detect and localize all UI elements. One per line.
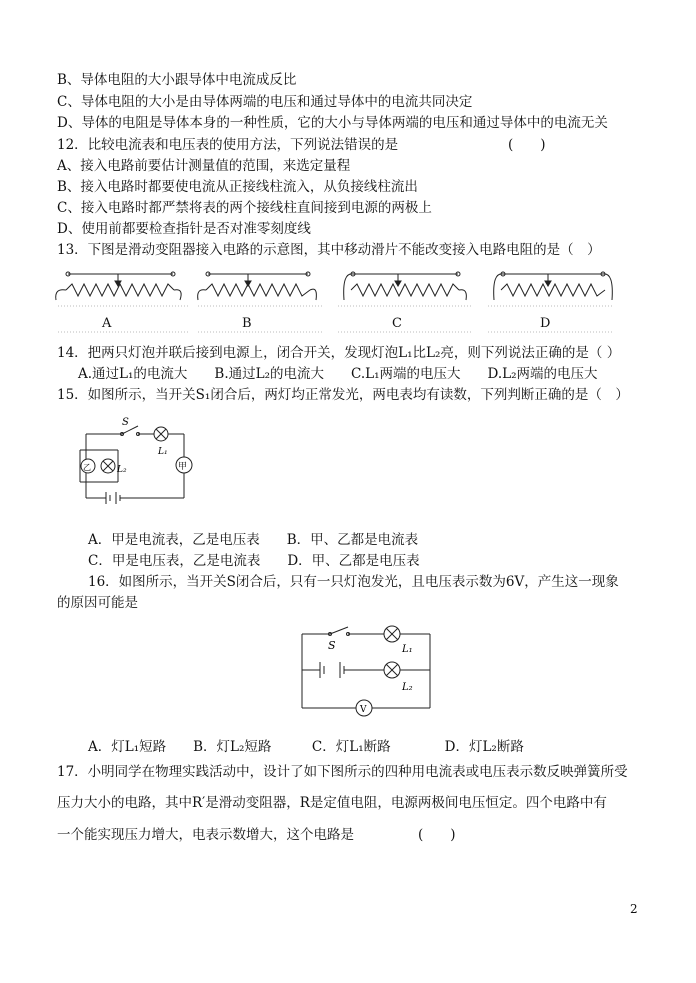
q15-options-ab: A．甲是电流表，乙是电压表 B．甲、乙都是电流表 — [88, 532, 419, 548]
question-13: 13．下图是滑动变阻器接入电路的示意图，其中移动滑片不能改变接入电路电阻的是（ ） — [57, 242, 601, 258]
option-label-b: B — [242, 316, 252, 331]
question-14: 14．把两只灯泡并联后接到电源上，闭合开关，发现灯泡L₁比L₂亮，则下列说法正确的是（ ） — [57, 345, 621, 361]
question-16-cont: 的原因可能是 — [57, 595, 138, 611]
q12-option-a: A、接入电路前要估计测量值的范围，来选定量程 — [57, 158, 351, 174]
option-label-c: C — [392, 316, 402, 331]
q15-options-cd: C．甲是电压表，乙是电流表 D．甲、乙都是电压表 — [88, 553, 420, 569]
q16-options: A．灯L₁短路 B．灯L₂短路 C．灯L₁断路 D．灯L₂断路 — [88, 739, 524, 755]
question-16: 16．如图所示，当开关S闭合后，只有一只灯泡发光，且电压表示数为6V，产生这一现象 — [88, 574, 619, 590]
meter-yi-label: 乙 — [83, 463, 91, 472]
question-12: 12．比较电流表和电压表的使用方法，下列说法错误的是 — [57, 137, 399, 153]
answer-paren-17: ( ) — [418, 827, 456, 843]
circuit-diagram-15 — [72, 412, 202, 512]
question-15: 15．如图所示，当开关S₁闭合后，两灯均正常发光，两电表均有读数，下列判断正确的是（ ） — [57, 387, 629, 403]
q12-option-c: C、接入电路时都严禁将表的两个接线柱直间接到电源的两极上 — [57, 200, 432, 216]
option-d: D、导体的电阻是导体本身的一种性质，它的大小与导体两端的电压和通过导体中的电流无关 — [57, 115, 608, 131]
option-label-a: A — [102, 316, 112, 331]
answer-paren-12: ( ) — [508, 137, 546, 153]
question-17-cont2: 一个能实现压力增大，电表示数增大，这个电路是 — [57, 827, 354, 843]
rheostat-figure — [48, 262, 618, 337]
lamp-l2-label: L₂ — [402, 682, 413, 693]
option-b: B、导体电阻的大小跟导体中电流成反比 — [57, 72, 297, 88]
switch-s1-label: S — [122, 417, 129, 428]
meter-jia-label: 甲 — [178, 462, 188, 472]
q14-options: A.通过L₁的电流大 B.通过L₂的电流大 C.L₁两端的电压大 D.L₂两端的电压大 — [78, 366, 598, 382]
q12-option-b: B、接入电路时都要使电流从正接线柱流入，从负接线柱流出 — [57, 179, 418, 195]
lamp-l1-label: L₁ — [158, 447, 168, 457]
option-label-d: D — [540, 316, 551, 331]
question-17-cont: 压力大小的电路，其中R′是滑动变阻器，R是定值电阻，电源两极间电压恒定。四个电路中有 — [57, 795, 607, 811]
q12-option-d: D、使用前都要检查指针是否对准零刻度线 — [57, 221, 311, 237]
question-17: 17．小明同学在物理实践活动中，设计了如下图所示的四种用电流表或电压表示数反映弹簧所受 — [57, 764, 628, 780]
lamp-l1-label: L₁ — [402, 644, 413, 655]
option-c: C、导体电阻的大小是由导体两端的电压和通过导体中的电流共同决定 — [57, 94, 473, 110]
circuit-diagram-16 — [292, 622, 442, 722]
voltmeter-label: V — [360, 705, 367, 715]
page-number: 2 — [630, 902, 638, 916]
lamp-l2-label: L₂ — [117, 465, 127, 475]
switch-s-label: S — [328, 639, 336, 652]
